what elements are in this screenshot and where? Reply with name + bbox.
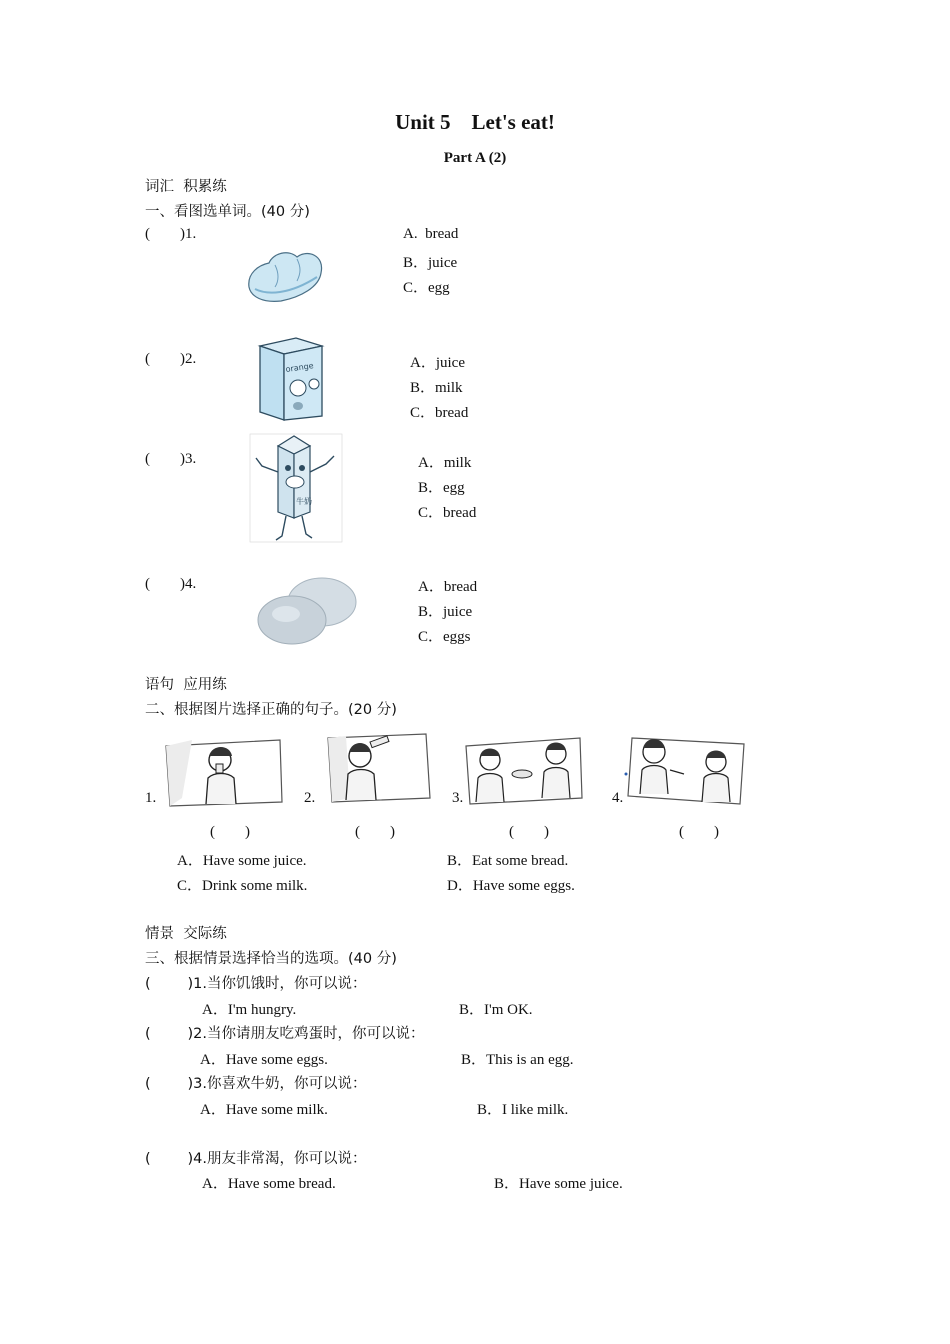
s2-picture-1-number: 1.: [145, 790, 157, 806]
s2-picture-2-number: 2.: [304, 790, 316, 806]
s1-q1-option-a: A. bread: [403, 226, 459, 242]
page-subtitle: Part A (2): [443, 150, 507, 166]
s2-option-d: D．Have some eggs.: [447, 878, 575, 894]
s2-answer-blank-2[interactable]: ( ): [355, 824, 395, 840]
s2-option-c: C．Drink some milk.: [177, 878, 308, 894]
s1-question-4-label[interactable]: ( )4.: [145, 576, 197, 592]
girl-drinking-icon: [162, 738, 284, 808]
section1-heading: 一、看图选单词。(40 分): [145, 204, 310, 220]
section3-category: 情景 交际练: [145, 926, 227, 942]
s2-option-b: B．Eat some bread.: [447, 853, 569, 869]
s2-answer-blank-4[interactable]: ( ): [679, 824, 719, 840]
s1-q3-option-b: B．egg: [418, 480, 465, 496]
s1-question-1-label[interactable]: ( )1.: [145, 226, 197, 242]
s2-answer-blank-3[interactable]: ( ): [509, 824, 549, 840]
s3-q4-option-a: A．Have some bread.: [202, 1176, 336, 1192]
s3-question-3-label[interactable]: ( )3.你喜欢牛奶，你可以说：: [145, 1076, 367, 1092]
milk-carton-character-icon: [248, 432, 344, 544]
s1-q4-option-c: C．eggs: [418, 629, 471, 645]
bread-icon: [245, 243, 325, 305]
s3-question-4-label[interactable]: ( )4.朋友非常渴，你可以说：: [145, 1151, 367, 1167]
section2-heading: 二、根据图片选择正确的句子。(20 分): [145, 702, 397, 718]
s1-question-2-label[interactable]: ( )2.: [145, 351, 197, 367]
section1-category: 词汇 积累练: [145, 179, 227, 195]
svg-text:牛奶: 牛奶: [296, 497, 312, 506]
s1-q3-option-a: A．milk: [418, 455, 472, 471]
s1-q1-option-b: B．juice: [403, 255, 458, 271]
s1-q2-option-c: C．bread: [410, 405, 469, 421]
s3-q2-option-a: A．Have some eggs.: [200, 1052, 328, 1068]
kids-offering-eggs-icon: [624, 730, 748, 806]
s3-q2-option-b: B．This is an egg.: [461, 1052, 574, 1068]
orange-juice-carton-icon: [254, 332, 326, 422]
s2-answer-blank-1[interactable]: ( ): [210, 824, 250, 840]
s1-q4-option-a: A．bread: [418, 579, 478, 595]
s3-question-2-label[interactable]: ( )2.当你请朋友吃鸡蛋时，你可以说：: [145, 1026, 425, 1042]
s3-q1-option-b: B．I'm OK.: [459, 1002, 533, 1018]
s1-q3-option-c: C．bread: [418, 505, 477, 521]
s3-q3-option-a: A．Have some milk.: [200, 1102, 328, 1118]
s1-question-3-label[interactable]: ( )3.: [145, 451, 197, 467]
page-title: Unit 5 Let's eat!: [395, 110, 555, 134]
svg-text:orange: orange: [285, 361, 315, 374]
s3-q4-option-b: B．Have some juice.: [494, 1176, 623, 1192]
s1-q4-option-b: B．juice: [418, 604, 473, 620]
eggs-icon: [256, 572, 360, 650]
boy-drinking-bottle-icon: [322, 732, 432, 804]
s1-q1-option-c: C．egg: [403, 280, 450, 296]
s1-q2-option-a: A．juice: [410, 355, 465, 371]
s3-q3-option-b: B．I like milk.: [477, 1102, 569, 1118]
section2-category: 语句 应用练: [145, 677, 227, 693]
s2-option-a: A．Have some juice.: [177, 853, 307, 869]
s2-picture-4-number: 4.: [612, 790, 624, 806]
section3-heading: 三、根据情景选择恰当的选项。(40 分): [145, 951, 397, 967]
s2-picture-3-number: 3.: [452, 790, 464, 806]
s3-q1-option-a: A．I'm hungry.: [202, 1002, 297, 1018]
s3-question-1-label[interactable]: ( )1.当你饥饿时，你可以说：: [145, 976, 367, 992]
s1-q2-option-b: B．milk: [410, 380, 463, 396]
kids-sharing-bread-icon: [462, 736, 586, 806]
